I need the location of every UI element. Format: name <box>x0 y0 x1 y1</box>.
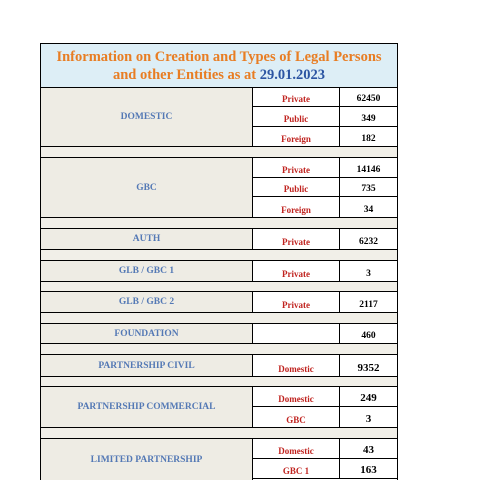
separator-band <box>41 249 397 261</box>
separator-band <box>41 217 397 229</box>
value-domestic-private: 62450 <box>340 88 397 107</box>
value-limited-partnership-gbc1: 163 <box>340 459 397 479</box>
value-glb-gbc-2: 2117 <box>340 292 397 312</box>
type-foundation <box>253 324 340 343</box>
type-partnership-civil: Domestic <box>253 355 340 376</box>
category-foundation: FOUNDATION <box>41 324 253 343</box>
separator-band <box>41 312 397 324</box>
value-limited-partnership-domestic: 43 <box>340 439 397 459</box>
type-gbc-public: Public <box>253 178 340 197</box>
value-domestic-public: 349 <box>340 107 397 127</box>
value-gbc-public: 735 <box>340 178 397 197</box>
category-glb-gbc-1: GLB / GBC 1 <box>41 261 253 281</box>
type-domestic-private: Private <box>253 88 340 107</box>
category-partnership-commercial: PARTNERSHIP COMMERCIAL <box>41 387 253 427</box>
type-partnership-commercial-domestic: Domestic <box>253 387 340 407</box>
category-auth: AUTH <box>41 229 253 249</box>
type-partnership-commercial-gbc: GBC <box>253 407 340 427</box>
title-date: 29.01.2023 <box>259 67 325 83</box>
title-line-1: Information on Creation and Types of Legal Persons <box>56 49 382 65</box>
value-foundation: 460 <box>340 324 397 343</box>
category-gbc: GBC <box>41 158 253 217</box>
type-limited-partnership-domestic: Domestic <box>253 439 340 459</box>
value-gbc-foreign: 34 <box>340 197 397 217</box>
title-line-2-prefix: and other Entities as at <box>112 67 260 83</box>
type-gbc-private: Private <box>253 158 340 178</box>
type-auth: Private <box>253 229 340 249</box>
legal-persons-table <box>40 43 398 480</box>
type-glb-gbc-2: Private <box>253 292 340 312</box>
type-gbc-foreign: Foreign <box>253 197 340 217</box>
value-partnership-commercial-gbc: 3 <box>340 407 397 427</box>
value-partnership-commercial-domestic: 249 <box>340 387 397 407</box>
category-glb-gbc-2: GLB / GBC 2 <box>41 292 253 312</box>
separator-band <box>41 427 397 439</box>
separator-band <box>41 343 397 355</box>
value-auth: 6232 <box>340 229 397 249</box>
title-line-2 <box>41 66 397 84</box>
separator-band <box>41 376 397 387</box>
type-limited-partnership-gbc1: GBC 1 <box>253 459 340 479</box>
value-gbc-private: 14146 <box>340 158 397 178</box>
value-partnership-civil: 9352 <box>340 355 397 376</box>
category-partnership-civil: PARTNERSHIP CIVIL <box>41 355 253 376</box>
type-glb-gbc-1: Private <box>253 261 340 281</box>
category-domestic: DOMESTIC <box>41 88 253 146</box>
separator-band <box>41 146 397 158</box>
type-domestic-public: Public <box>253 107 340 127</box>
category-limited-partnership: LIMITED PARTNERSHIP <box>41 439 253 480</box>
value-domestic-foreign: 182 <box>340 127 397 146</box>
separator-band <box>41 281 397 292</box>
table-title <box>41 44 397 88</box>
value-glb-gbc-1: 3 <box>340 261 397 281</box>
type-domestic-foreign: Foreign <box>253 127 340 146</box>
